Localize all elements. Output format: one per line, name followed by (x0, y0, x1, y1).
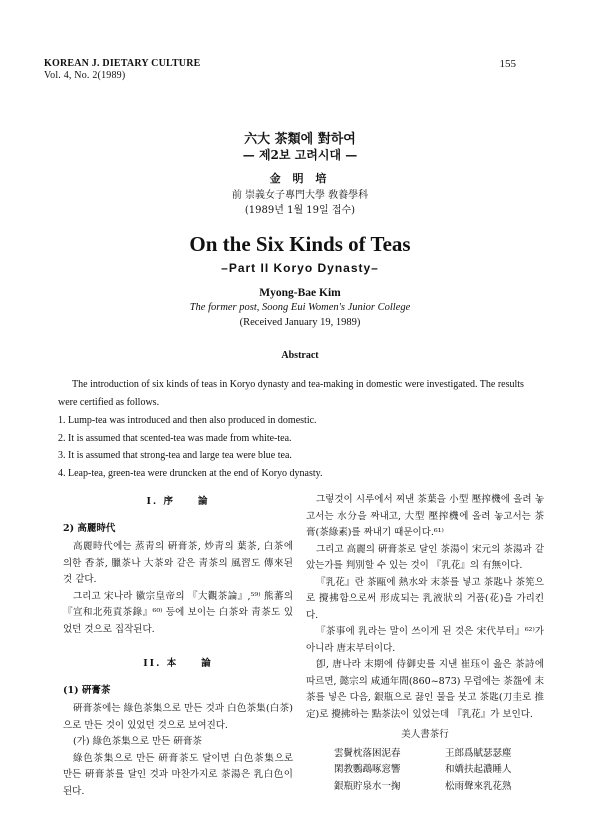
paragraph: 卽, 唐나라 末期에 侍御史를 지낸 崔珏이 읊은 茶詩에 따르면, 懿宗의 咸通年間(860~873) 무렵에는 茶盌에 末茶를 넣은 다음, 銀瓶으로 끓인 물을 붓고 茶匙(刀圭로 推定)로 攪拂하는 點茶法이 있었는데 『乳花』가 보인다. (306, 659, 544, 720)
english-author: Myong-Bae Kim (259, 287, 341, 299)
english-title: On the Six Kinds of Teas (189, 232, 411, 256)
abstract-finding: 2. It is assumed that scented-tea was made from white-tea. (58, 432, 292, 444)
page-number: 155 (499, 58, 516, 70)
korean-subtitle: — 제2보 고려시대 — (242, 148, 358, 162)
paragraph: 그리고 高麗의 硏膏茶로 달인 茶湯이 宋元의 茶湯과 같았는가를 判別할 수 있는 것이 『乳花』의 有無이다. (306, 543, 544, 571)
abstract-intro: The introduction of six kinds of teas in Koryo dynasty and tea-making in domestic were investigated. The results were certified as follows. (58, 379, 524, 408)
section-heading-introduction: I. 序 論 (146, 496, 210, 507)
journal-volume: Vol. 4, No. 2(1989) (44, 70, 126, 81)
left-column (63, 492, 293, 800)
paragraph: 高麗時代에는 蒸靑의 硏膏茶, 炒靑의 葉茶, 白茶에 의한 香茶, 臘茶나 大茶와 같은 靑茶의 風習도 傳來된 것 같다. (63, 541, 293, 585)
poem-line: 閑教鸚鵡啄窓響 (334, 764, 401, 775)
english-affiliation: The former post, Soong Eui Women's Junior College (189, 302, 411, 313)
poem-line: 和嬌扶起濃睡人 (445, 764, 512, 775)
paragraph: 『茶事에 乳라는 말이 쓰이게 된 것은 宋代부터』⁶²⁾가 아니라 唐末부터이다. (306, 626, 544, 654)
paragraph: 그리고 宋나라 徽宗皇帝의 『大觀茶論』,⁵⁹⁾ 熊蕃의 『宣和北苑貢茶錄』⁶⁰⁾ 등에 보이는 白茶와 靑茶도 있었던 것으로 집작된다. (63, 590, 293, 635)
poem-line: 王郎爲賦瑟瑟塵 (445, 747, 512, 759)
abstract-findings-list (58, 412, 528, 482)
subsection-heading-koryo: 2) 高麗時代 (63, 522, 116, 534)
section-heading-main: II. 本 論 (143, 658, 213, 669)
journal-header (44, 58, 201, 82)
poem-line: 松雨聲來乳花熟 (445, 780, 512, 792)
subsection-heading-yeongo-tea: (1) 硏膏茶 (63, 684, 111, 696)
abstract-body (58, 376, 528, 482)
abstract-heading: Abstract (281, 350, 319, 361)
poem-line: 銀瓶貯泉水一掬 (334, 780, 401, 792)
paragraph: 綠色茶集으로 만든 硏膏茶도 달이면 白色茶集으로 만든 硏膏茶를 달인 것과 마찬가지로 茶湯은 乳白色이 된다. (63, 752, 293, 797)
korean-title: 六大 茶類에 對하여 (244, 132, 356, 147)
korean-affiliation: 前 崇義女子專門大學 敎養學科 (231, 190, 369, 201)
poem-line: 雲鬢枕落困泥春 (334, 747, 401, 759)
english-subtitle: –Part II Koryo Dynasty– (221, 261, 379, 275)
abstract-finding: 3. It is assumed that strong-tea and large tea were blue tea. (58, 450, 292, 461)
paragraph-label: (가) 綠色茶集으로 만든 硏膏茶 (73, 736, 202, 747)
poem-title: 美人書茶行 (401, 729, 449, 740)
abstract-finding: 4. Leap-tea, green-tea were druncken at the end of Koryo dynasty. (58, 467, 323, 479)
paragraph: 硏膏茶에는 綠色茶集으로 만든 것과 白色茶集(白茶)으로 만든 것이 있었던 것으로 보여진다. (63, 703, 293, 731)
korean-received-date: (1989년 1월 19일 접수) (244, 205, 356, 216)
journal-name: KOREAN J. DIETARY CULTURE (44, 58, 201, 69)
poem-verses (306, 746, 544, 796)
korean-author: 金 明 培 (269, 172, 331, 185)
right-column (306, 492, 544, 795)
abstract-finding: 1. Lump-tea was introduced and then also produced in domestic. (58, 415, 317, 426)
paragraph: 그렇것이 시루에서 찌낸 茶葉을 小型 壓搾機에 올려 놓고서는 水分을 짜내고, 大型 壓搾機에 올려 놓고서는 茶膏(茶綠素)를 짜내기 때문이다.⁶¹⁾ (306, 494, 544, 538)
english-received-date: (Received January 19, 1989) (239, 317, 361, 328)
paragraph: 『乳花』란 茶甌에 熱水와 末茶를 넣고 茶匙나 茶筅으로 攪拂함으로써 形成되는 乳液狀의 거품(花)을 가리킨다. (306, 576, 544, 621)
